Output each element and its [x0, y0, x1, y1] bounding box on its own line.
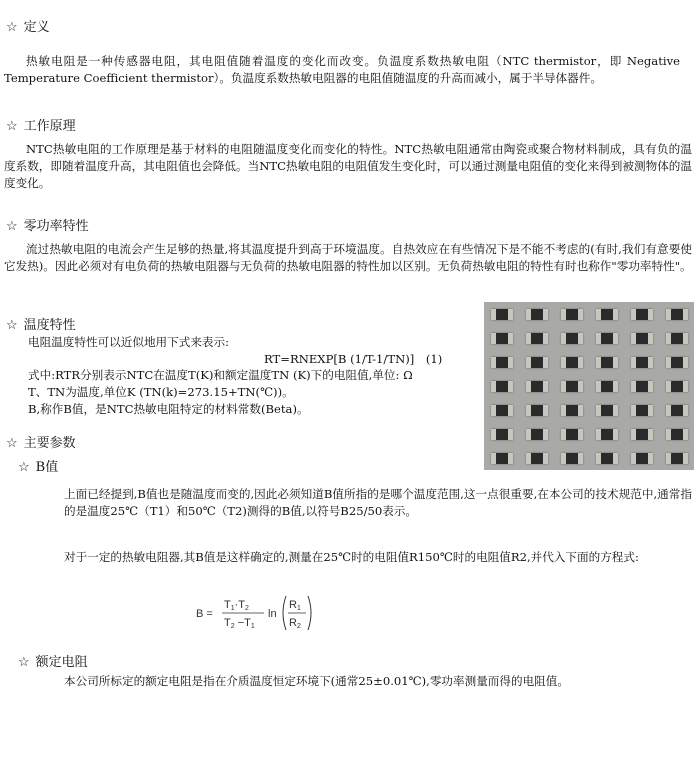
chip — [631, 453, 653, 464]
chip — [561, 381, 583, 392]
heading-rated-resistance: ☆ 额定电阻 — [18, 655, 88, 670]
heading-temperature: ☆ 温度特性 — [6, 318, 76, 333]
star-icon: ☆ — [6, 119, 18, 134]
heading-main-params: ☆ 主要参数 — [6, 436, 76, 451]
star-icon: ☆ — [6, 20, 18, 35]
chip — [526, 453, 548, 464]
b-value-para-2: 对于一定的热敏电阻器,其B值是这样确定的,测量在25℃时的电阻值R150℃时的电阻值R2,并代入下面的方程式: — [64, 550, 639, 564]
chip — [596, 381, 618, 392]
chip — [561, 429, 583, 440]
chip — [491, 453, 513, 464]
formula-left-paren — [283, 596, 286, 630]
chip — [666, 357, 688, 368]
chip — [561, 333, 583, 344]
formula-r-denominator: R2 — [289, 617, 301, 630]
chip — [596, 453, 618, 464]
chip — [631, 309, 653, 320]
heading-zero-power: ☆ 零功率特性 — [6, 219, 89, 234]
temperature-line-4: B,称作B值，是NTC热敏电阻特定的材料常数(Beta)。 — [28, 402, 309, 416]
chip — [561, 405, 583, 416]
chip — [666, 429, 688, 440]
chip — [596, 429, 618, 440]
chip — [596, 333, 618, 344]
chip — [596, 357, 618, 368]
formula-numerator: T1·T2 — [224, 599, 249, 612]
temperature-intro: 电阻温度特性可以近似地用下式来表示: — [28, 335, 230, 349]
principle-body: NTC热敏电阻的工作原理是基于材料的电阻随温度变化而变化的特性。NTC热敏电阻通常由陶瓷或聚合物材料制成，具有负的温度系数，即随着温度升高，其电阻值也会降低。当NTC热敏电阻的电阻值发生变化时，可以通过测量电阻值的变化来得到被测物体的温度变化。 — [4, 142, 692, 190]
chip — [526, 429, 548, 440]
chip — [631, 429, 653, 440]
formula-lhs: B = — [196, 608, 213, 620]
temperature-formula: RT=RNEXP[B (1/T-1/TN)] (1) — [264, 352, 443, 366]
star-icon: ☆ — [18, 655, 30, 670]
b-value-para-1: 上面已经提到,B值也是随温度而变的,因此必须知道B值所指的是哪个温度范围,这一点很重要,在本公司的技术规范中,通常指的是温度25℃（T1）和50℃（T2)测得的B值,以符号B25/50表示。 — [64, 487, 692, 518]
formula-right-paren — [308, 596, 311, 630]
chip — [491, 333, 513, 344]
chip — [631, 381, 653, 392]
heading-principle: ☆ 工作原理 — [6, 119, 76, 134]
formula-r-numerator: R1 — [289, 599, 301, 612]
chip — [526, 381, 548, 392]
thermistor-chip-photo — [484, 302, 694, 470]
rated-resistance-body: 本公司所标定的额定电阻是指在介质温度恒定环境下(通常25±0.01℃),零功率测量而得的电阻值。 — [64, 674, 569, 688]
chip — [631, 333, 653, 344]
temperature-line-3: T、TN为温度,单位K (TN(k)=273.15+TN(℃))。 — [28, 385, 294, 399]
chip — [666, 405, 688, 416]
definition-body: 热敏电阻是一种传感器电阻，其电阻值随着温度的变化而改变。负温度系数热敏电阻（NTC thermistor，即 Negative Temperature Coefficient thermistor）。负温度系数热敏电阻器的电阻值随温度的升高而减小，属于半导体器件。 — [4, 54, 680, 85]
b-value-formula — [196, 590, 326, 636]
temperature-line-2: 式中:RTR分别表示NTC在温度T(K)和额定温度TN (K)下的电阻值,单位: Ω — [28, 368, 413, 382]
chip — [491, 405, 513, 416]
formula-ln: ln — [268, 608, 277, 620]
chip — [561, 357, 583, 368]
heading-definition: ☆ 定义 — [6, 20, 50, 35]
chip — [526, 405, 548, 416]
chip — [491, 357, 513, 368]
chip — [631, 405, 653, 416]
chip — [596, 309, 618, 320]
chip — [666, 381, 688, 392]
star-icon: ☆ — [6, 219, 18, 234]
chip — [561, 309, 583, 320]
zero-power-body: 流过热敏电阻的电流会产生足够的热量,将其温度提升到高于环境温度。自热效应在有些情况下是不能不考虑的(有时,我们有意要使它发热)。因此必须对有电负荷的热敏电阻器与无负荷的热敏电阻器的特性加以区别。无负荷热敏电阻的特性有时也称作"零功率特性"。 — [4, 242, 692, 273]
heading-b-value: ☆ B值 — [18, 460, 59, 475]
chip — [666, 309, 688, 320]
star-icon: ☆ — [18, 460, 30, 475]
chip — [526, 357, 548, 368]
formula-denominator: T2 −T1 — [224, 617, 255, 630]
chip — [491, 309, 513, 320]
chip — [561, 453, 583, 464]
chip — [491, 429, 513, 440]
chip — [666, 333, 688, 344]
star-icon: ☆ — [6, 318, 18, 333]
chip — [526, 309, 548, 320]
chip — [491, 381, 513, 392]
chip — [596, 405, 618, 416]
star-icon: ☆ — [6, 436, 18, 451]
chip — [666, 453, 688, 464]
chip — [631, 357, 653, 368]
chip — [526, 333, 548, 344]
